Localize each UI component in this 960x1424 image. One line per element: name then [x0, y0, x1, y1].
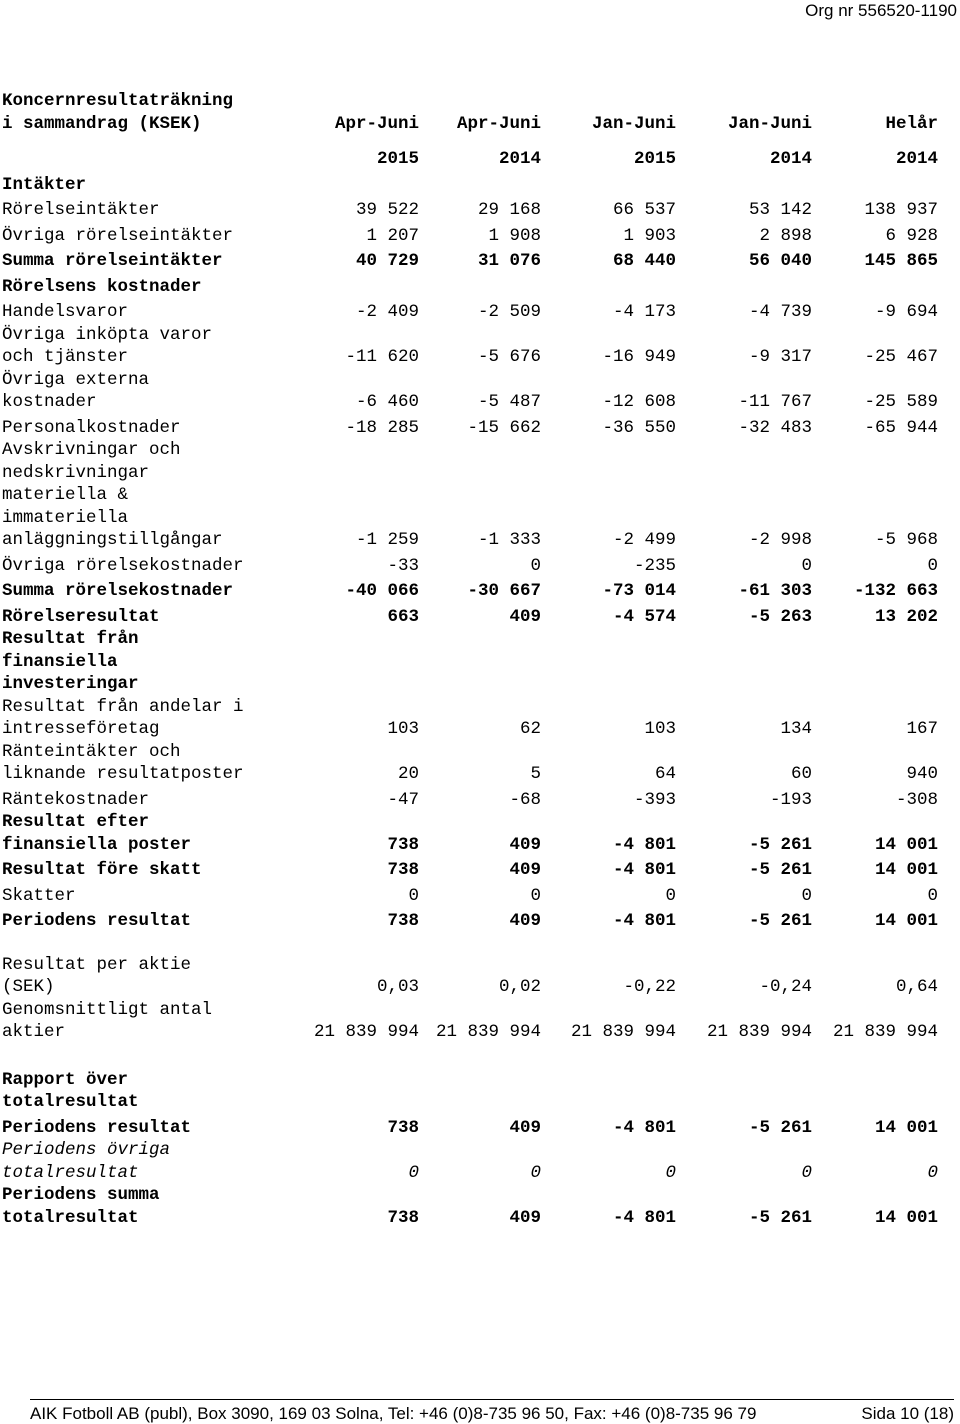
value-cell: 31 076: [477, 251, 541, 271]
table-row: [2, 999, 938, 1044]
value-cell: 13 202: [874, 606, 938, 627]
row-label-line: Övriga externa: [2, 369, 150, 390]
row-label-line: Periodens övriga: [2, 1140, 171, 1160]
value-cell: -393: [633, 789, 676, 810]
value-cell: -1 259: [355, 530, 419, 550]
row-label: [2, 417, 292, 440]
row-label: [2, 628, 292, 696]
value-cell: 409: [509, 606, 541, 627]
value-cell: 0: [801, 885, 812, 906]
row-label: [2, 174, 292, 197]
period-header: Helår: [885, 113, 938, 134]
report-title: [2, 90, 292, 135]
value-cell: -4 574: [612, 606, 676, 627]
value-cell: -235: [633, 555, 676, 576]
value-cell: 56 040: [748, 251, 812, 271]
year-header: 2015: [633, 149, 676, 169]
year-header: 2014: [895, 149, 938, 169]
table-row: [2, 1117, 938, 1140]
title-row: [2, 90, 938, 135]
value-cell: 0: [665, 885, 676, 906]
value-cell: 14 001: [874, 834, 938, 855]
table-row: [2, 439, 938, 552]
value-cell: -4 801: [612, 911, 676, 931]
report-title-line: Koncernresultaträkning: [2, 91, 234, 111]
table-row: [2, 225, 938, 248]
value-cell: -25 467: [864, 347, 938, 367]
value-cell: -0,24: [759, 977, 812, 997]
row-label-line: Resultat per aktie: [2, 954, 192, 975]
value-cell: -47: [387, 789, 419, 810]
spacer: [2, 933, 938, 954]
value-cell: -4 801: [612, 1207, 676, 1228]
value-cell: 663: [387, 606, 419, 627]
row-label-line: Genomsnittligt antal: [2, 999, 213, 1020]
row-label: [2, 696, 292, 741]
value-cell: -4 801: [612, 1117, 676, 1138]
value-cell: 738: [387, 1207, 419, 1228]
row-label-line: anläggningstillgångar: [2, 530, 223, 550]
row-label-line: Rörelseintäkter: [2, 200, 160, 220]
row-label-line: (SEK): [2, 977, 55, 997]
page-footer: [30, 1399, 954, 1423]
value-cell: 5: [530, 764, 541, 784]
value-cell: -4 801: [612, 860, 676, 880]
value-cell: 103: [387, 719, 419, 739]
row-label: [2, 439, 292, 552]
row-label: [2, 580, 292, 603]
value-cell: -4 739: [748, 302, 812, 322]
value-cell: -0,22: [623, 977, 676, 997]
value-cell: -68: [509, 789, 541, 810]
row-label-line: Resultat före skatt: [2, 860, 202, 880]
table-row: [2, 555, 938, 578]
row-label-line: Resultat från: [2, 629, 139, 649]
table-row: [2, 1069, 938, 1114]
row-label-line: materiella &: [2, 485, 129, 505]
value-cell: -33: [387, 555, 419, 576]
value-cell: -18 285: [345, 417, 419, 438]
value-cell: -5 263: [748, 606, 812, 627]
value-cell: 21 839 994: [832, 1022, 938, 1042]
table-row: [2, 1139, 938, 1184]
row-label-line: Övriga inköpta varor: [2, 324, 213, 345]
value-cell: -15 662: [467, 417, 541, 438]
value-cell: 14 001: [874, 1207, 938, 1228]
value-cell: 0: [927, 1162, 938, 1183]
row-label-line: investeringar: [2, 674, 139, 694]
value-cell: 68 440: [612, 251, 676, 271]
row-label-line: Övriga rörelsekostnader: [2, 555, 244, 576]
value-cell: 738: [387, 860, 419, 880]
value-cell: 6 928: [885, 225, 938, 246]
value-cell: 0,03: [376, 977, 419, 997]
value-cell: 39 522: [355, 200, 419, 220]
table-row: [2, 276, 938, 299]
row-label-line: finansiella: [2, 651, 118, 672]
row-label: [2, 1117, 292, 1140]
value-cell: 66 537: [612, 200, 676, 220]
value-cell: 0: [408, 885, 419, 906]
row-label-line: Ränteintäkter och: [2, 741, 181, 762]
value-cell: 409: [509, 834, 541, 855]
row-label: [2, 1184, 292, 1229]
value-cell: 0,02: [498, 977, 541, 997]
value-cell: 2 898: [759, 225, 812, 246]
row-label: [2, 910, 292, 933]
row-label: [2, 225, 292, 248]
value-cell: -65 944: [864, 417, 938, 438]
row-label-line: Summa rörelsekostnader: [2, 581, 234, 601]
value-cell: -25 589: [864, 392, 938, 412]
row-label-line: Avskrivningar och: [2, 440, 181, 460]
table-row: [2, 606, 938, 629]
value-cell: -308: [895, 789, 938, 810]
value-cell: -4 801: [612, 834, 676, 855]
table-row: [2, 199, 938, 222]
value-cell: 409: [509, 1117, 541, 1138]
value-cell: -30 667: [467, 581, 541, 601]
value-cell: -5 261: [748, 1117, 812, 1138]
value-cell: 0: [408, 1162, 419, 1183]
year-header: 2014: [769, 149, 812, 169]
value-cell: -193: [769, 789, 812, 810]
period-header: Jan-Juni: [591, 113, 676, 134]
value-cell: 0: [927, 885, 938, 906]
statement-rows: [2, 174, 938, 1230]
row-label: [2, 954, 292, 999]
table-row: [2, 696, 938, 741]
value-cell: 0: [801, 555, 812, 576]
row-label: [2, 1069, 292, 1114]
value-cell: 138 937: [864, 200, 938, 220]
row-label: [2, 301, 292, 324]
value-cell: -73 014: [602, 581, 676, 601]
table-row: [2, 811, 938, 856]
row-label-line: Rapport över: [2, 1069, 129, 1090]
table-row: [2, 301, 938, 324]
row-label-line: totalresultat: [2, 1092, 139, 1112]
value-cell: 1 908: [488, 225, 541, 246]
table-row: [2, 1184, 938, 1229]
value-cell: 64: [654, 764, 676, 784]
value-cell: 103: [644, 719, 676, 739]
row-label-line: Periodens resultat: [2, 911, 192, 931]
period-header: Jan-Juni: [727, 113, 812, 134]
value-cell: 134: [780, 719, 812, 739]
table-row: [2, 859, 938, 882]
value-cell: -12 608: [602, 392, 676, 412]
value-cell: -9 694: [874, 302, 938, 322]
row-label: [2, 276, 292, 299]
table-row: [2, 885, 938, 908]
value-cell: 20: [397, 764, 419, 784]
row-label-line: intresseföretag: [2, 719, 160, 739]
row-label-line: Resultat efter: [2, 812, 150, 832]
value-cell: 0,64: [895, 977, 938, 997]
row-label-line: Resultat från andelar i: [2, 696, 244, 717]
value-cell: -5 487: [477, 392, 541, 412]
value-cell: 409: [509, 1207, 541, 1228]
row-label: [2, 324, 292, 369]
row-label: [2, 555, 292, 578]
value-cell: 1 207: [366, 225, 419, 246]
row-label-line: Personalkostnader: [2, 417, 181, 438]
row-label: [2, 199, 292, 222]
value-cell: -16 949: [602, 347, 676, 367]
org-number: Org nr 556520-1190: [805, 1, 957, 20]
row-label-line: Periodens summa: [2, 1185, 160, 1205]
value-cell: 21 839 994: [435, 1022, 541, 1042]
row-label: [2, 369, 292, 414]
value-cell: 0: [927, 555, 938, 576]
value-cell: 62: [519, 719, 541, 739]
value-cell: -9 317: [748, 347, 812, 367]
value-cell: 21 839 994: [313, 1022, 419, 1042]
row-label-line: liknande resultatposter: [2, 764, 244, 784]
value-cell: -4 173: [612, 302, 676, 322]
value-cell: -36 550: [602, 417, 676, 438]
value-cell: -2 409: [355, 302, 419, 322]
row-label-line: Rörelseresultat: [2, 606, 160, 627]
table-row: [2, 250, 938, 273]
value-cell: 14 001: [874, 911, 938, 931]
row-label-line: Skatter: [2, 885, 76, 906]
row-label: [2, 741, 292, 786]
value-cell: 1 903: [623, 225, 676, 246]
table-row: [2, 954, 938, 999]
value-cell: -40 066: [345, 581, 419, 601]
value-cell: -5 261: [748, 911, 812, 931]
row-label-line: Intäkter: [2, 174, 87, 195]
row-label: [2, 999, 292, 1044]
value-cell: 167: [906, 719, 938, 739]
row-label: [2, 1139, 292, 1184]
year-row: [2, 148, 938, 171]
value-cell: -2 509: [477, 302, 541, 322]
period-header: Apr-Juni: [334, 113, 419, 134]
value-cell: 14 001: [874, 860, 938, 880]
value-cell: 0: [530, 555, 541, 576]
value-cell: -5 261: [748, 1207, 812, 1228]
value-cell: -11 620: [345, 347, 419, 367]
row-label-line: kostnader: [2, 392, 97, 412]
year-header: 2015: [376, 149, 419, 169]
row-label-line: Rörelsens kostnader: [2, 276, 202, 297]
table-row: [2, 741, 938, 786]
value-cell: 738: [387, 834, 419, 855]
value-cell: 21 839 994: [570, 1022, 676, 1042]
row-label-line: finansiella poster: [2, 834, 192, 855]
row-label-line: aktier: [2, 1022, 66, 1042]
value-cell: 0: [665, 1162, 676, 1183]
value-cell: -2 998: [748, 530, 812, 550]
value-cell: 409: [509, 860, 541, 880]
value-cell: 60: [790, 764, 812, 784]
page-number: Sida 10 (18): [861, 1404, 954, 1423]
value-cell: 53 142: [748, 200, 812, 220]
value-cell: 21 839 994: [706, 1022, 812, 1042]
value-cell: -1 333: [477, 530, 541, 550]
value-cell: 738: [387, 1117, 419, 1138]
row-label: [2, 789, 292, 812]
row-label-line: nedskrivningar: [2, 462, 150, 483]
table-row: [2, 789, 938, 812]
value-cell: -61 303: [738, 581, 812, 601]
table-row: [2, 324, 938, 369]
table-row: [2, 580, 938, 603]
row-label: [2, 859, 292, 882]
table-row: [2, 628, 938, 696]
value-cell: 0: [530, 1162, 541, 1183]
income-statement: [2, 90, 938, 1229]
row-label-line: Summa rörelseintäkter: [2, 251, 223, 271]
value-cell: -5 968: [874, 530, 938, 550]
value-cell: -2 499: [612, 530, 676, 550]
row-label-line: immateriella: [2, 507, 129, 528]
table-row: [2, 417, 938, 440]
value-cell: 0: [530, 885, 541, 906]
year-header: 2014: [498, 149, 541, 169]
value-cell: -11 767: [738, 392, 812, 412]
value-cell: 738: [387, 911, 419, 931]
value-cell: 145 865: [864, 251, 938, 271]
table-row: [2, 369, 938, 414]
value-cell: 14 001: [874, 1117, 938, 1138]
value-cell: -32 483: [738, 417, 812, 438]
value-cell: 940: [906, 764, 938, 784]
period-header: Apr-Juni: [456, 113, 541, 134]
value-cell: -5 261: [748, 860, 812, 880]
row-label-line: och tjänster: [2, 347, 129, 367]
value-cell: -5 676: [477, 347, 541, 367]
row-label-line: Övriga rörelseintäkter: [2, 225, 234, 246]
value-cell: -6 460: [355, 392, 419, 412]
value-cell: -5 261: [748, 834, 812, 855]
row-label-line: Handelsvaror: [2, 302, 129, 322]
row-label: [2, 250, 292, 273]
row-label: [2, 606, 292, 629]
spacer: [2, 1044, 938, 1069]
value-cell: 0: [801, 1162, 812, 1183]
table-row: [2, 910, 938, 933]
value-cell: 409: [509, 911, 541, 931]
row-label-line: Periodens resultat: [2, 1117, 192, 1138]
footer-address: AIK Fotboll AB (publ), Box 3090, 169 03 Solna, Tel: +46 (0)8-735 96 50, Fax: +46 (0)8-735 96 79: [30, 1404, 757, 1423]
row-label-line: totalresultat: [2, 1162, 139, 1183]
table-row: [2, 174, 938, 197]
value-cell: 29 168: [477, 200, 541, 220]
row-label-line: totalresultat: [2, 1207, 139, 1228]
row-label: [2, 811, 292, 856]
row-label: [2, 885, 292, 908]
row-label-line: Räntekostnader: [2, 789, 150, 810]
value-cell: 40 729: [355, 251, 419, 271]
value-cell: -132 663: [853, 581, 938, 601]
report-title-line: i sammandrag (KSEK): [2, 113, 202, 134]
